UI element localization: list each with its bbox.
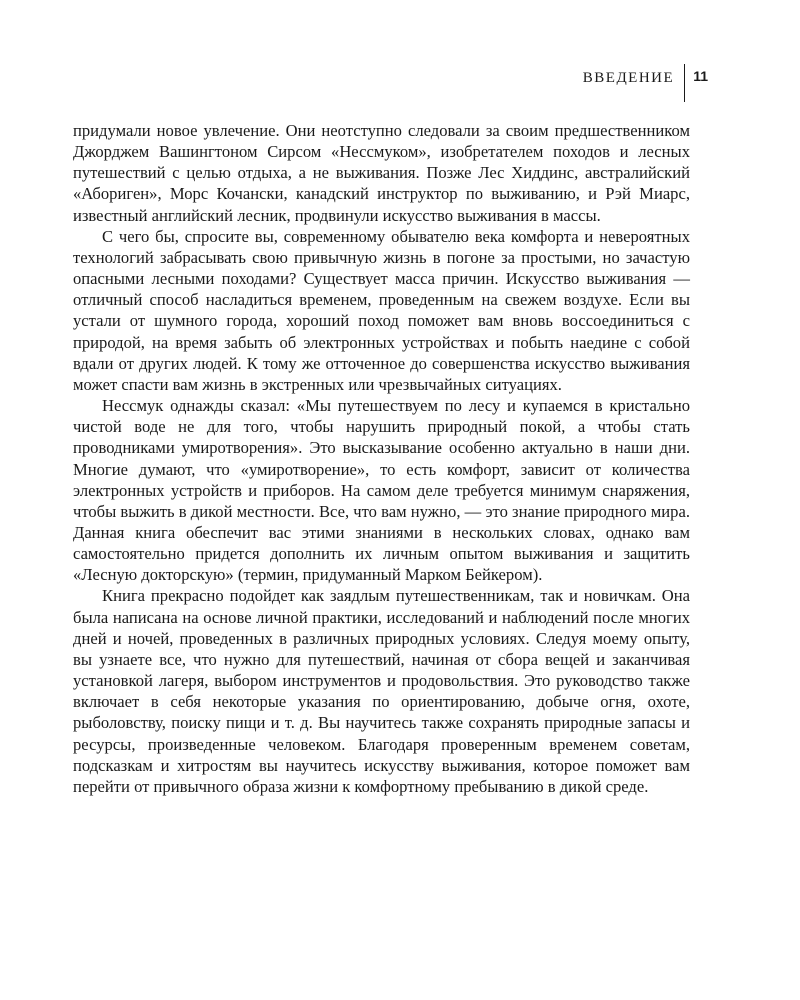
paragraph-1: придумали новое увлечение. Они неотступно следовали за своим предшественником Джорджем Вашингтоном Сирсом «Нессмуком», изобретателем походов и лесных путешествий с целью отдыха, а не выживания. Позже Лес Хиддинс, австралийский «Абориген», Морс Кочански, канадский инструктор по выживанию, и Рэй Миарс, известный английский лесник, продвинули искусство выживания в массы. <box>73 121 690 225</box>
paragraph-4: Книга прекрасно подойдет как заядлым путешественникам, так и новичкам. Она была написана на основе личной практики, исследований и наблюдений после многих дней и ночей, проведенных в различных природных условиях. Следуя моему опыту, вы узнаете все, что нужно для путешествий, начиная от сбора вещей и заканчивая установкой лагеря, выбором инструментов и продовольствия. Это руководство также включает в себя некоторые указания по ориентированию, добыче огня, охоте, рыболовству, поиску пищи и т. д. Вы научитесь также сохранять природные запасы и ресурсы, произведенные человеком. Благодаря проверенным временем советам, подсказкам и хитростям вы научитесь искусству выживания, которое поможет вам перейти от привычного образа жизни к комфортному пребыванию в дикой среде. <box>73 586 690 796</box>
running-title: ВВЕДЕНИЕ <box>582 70 675 86</box>
body-text <box>73 120 690 797</box>
paragraph-3: Нессмук однажды сказал: «Мы путешествуем по лесу и купаемся в кристально чистой воде не для того, чтобы нарушить природный покой, а чтобы стать проводниками умиротворения». Это высказывание особенно актуально в наши дни. Многие думают, что «умиротворение», то есть комфорт, зависит от количества электронных устройств и приборов. На самом деле требуется минимум снаряжения, чтобы выжить в дикой местности. Все, что вам нужно, — это знание природного мира. Данная книга обеспечит вас этими знаниями в нескольких словах, однако вам самостоятельно придется дополнить их личным опытом выживания и защитить «Лесную докторскую» (термин, придуманный Марком Бейкером). <box>73 396 690 585</box>
page-number: 11 <box>693 68 708 84</box>
paragraph-2: С чего бы, спросите вы, современному обывателю века комфорта и невероятных технологий забрасывать свою привычную жизнь в погоне за простыми, но зачастую опасными лесными походами? Существует масса причин. Искусство выживания — отличный способ насладиться временем, проведенным на свежем воздухе. Если вы устали от шумного города, хороший поход поможет вам вновь воссоединиться с природой, на время забыть об электронных устройствах и побыть наедине с собой вдали от других людей. К тому же отточенное до совершенства искусство выживания может спасти вам жизнь в экстренных или чрезвычайных ситуациях. <box>73 226 690 394</box>
page-header <box>583 64 708 102</box>
